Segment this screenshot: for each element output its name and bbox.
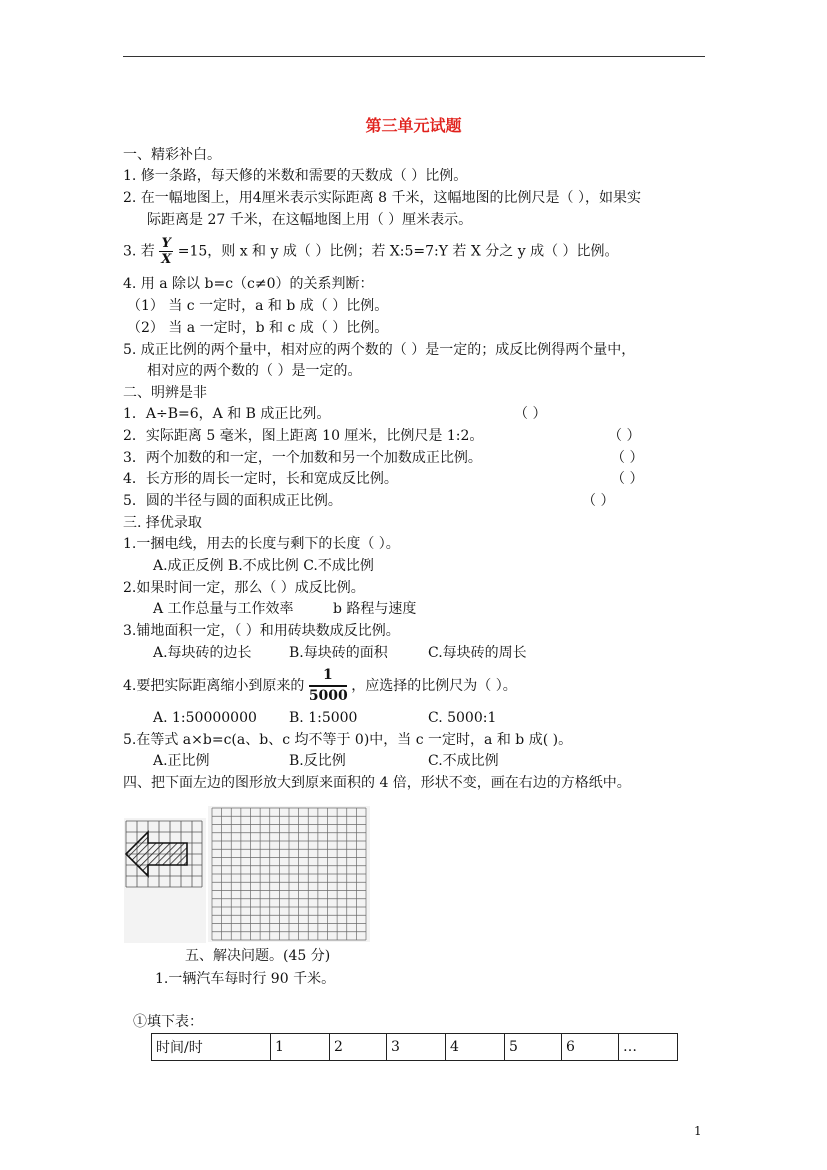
answer-table	[151, 1033, 678, 1061]
table-cell[interactable]: …	[619, 1034, 678, 1061]
fraction-denominator: X	[161, 252, 172, 267]
tf-item-2: 2．实际距离 5 毫米，图上距离 10 厘米，比例尺是 1:2。	[123, 428, 484, 444]
tf-item-1: 1．A÷B=6，A 和 B 成正比列。	[123, 406, 331, 422]
choice-3-option-a: A.每块砖的边长	[153, 645, 252, 661]
question-1-3-rest: =15，则 x 和 y 成（ ）比例；若 X:5=7:Y 若 X 分之 y 成（ ）比例。	[177, 243, 619, 260]
choice-5: 5.在等式 a×b=c(a、b、c 均不等于 0)中，当 c 一定时，a 和 b 成( )。	[123, 732, 573, 748]
choice-4-option-b: B. 1:5000	[289, 710, 358, 726]
tf-mark-1: （ ）	[514, 406, 547, 422]
question-1-4-part2: （2） 当 a 一定时，b 和 c 成（ ）比例。	[127, 320, 389, 336]
choice-4	[123, 666, 517, 706]
fraction-y-over-x	[159, 236, 173, 267]
fraction-denominator: 5000	[308, 687, 348, 704]
fraction-1-over-5000	[309, 667, 347, 705]
tf-mark-3: （ ）	[611, 450, 644, 466]
section-5-heading: 五、解决问题。(45 分)	[185, 948, 331, 964]
fraction-numerator: Y	[161, 236, 171, 251]
section-4-heading: 四、把下面左边的图形放大到原来面积的 4 倍，形状不变，画在右边的方格纸中。	[123, 775, 631, 791]
choice-1: 1.一捆电线，用去的长度与剩下的长度（ ）。	[123, 536, 400, 552]
choice-4-suffix: ，应选择的比例尺为（ ）。	[351, 678, 517, 694]
choice-5-option-c: C.不成比例	[428, 753, 499, 769]
grid-paper[interactable]	[208, 806, 370, 942]
tf-item-5: 5．圆的半径与圆的面积成正比例。	[123, 493, 342, 509]
section-3-heading: 三. 择优录取	[123, 515, 202, 531]
table-cell[interactable]: 6	[562, 1034, 619, 1061]
choice-2: 2.如果时间一定，那么（ ）成反比例。	[123, 580, 365, 596]
choice-4-prefix: 4.要把实际距离缩小到原来的	[123, 678, 305, 694]
question-1-5-line2: 相对应的两个数的（ ）是一定的。	[147, 363, 362, 379]
fraction-bar	[309, 685, 347, 687]
tf-mark-2: （ ）	[608, 428, 641, 444]
fraction-numerator: 1	[322, 667, 333, 684]
table-cell[interactable]: 2	[330, 1034, 387, 1061]
choice-4-option-a: A. 1:50000000	[153, 710, 257, 726]
choice-3-option-c: C.每块砖的周长	[428, 645, 527, 661]
arrow-figure	[124, 818, 206, 943]
question-1-4: 4. 用 a 除以 b=c（c≠0）的关系判断：	[123, 276, 374, 292]
question-1-2-line1: 2. 在一幅地图上，用4厘米表示实际距离 8 千米，这幅地图的比例尺是（ ），如果实	[123, 190, 641, 206]
tf-item-4: 4．长方形的周长一定时，长和宽成反比例。	[123, 471, 398, 487]
problem-1: 1.一辆汽车每时行 90 千米。	[155, 971, 336, 987]
choice-1-options: A.成正反例 B.不成比例 C.不成比例	[153, 558, 374, 574]
question-1-3-prefix: 3. 若	[123, 243, 155, 260]
section-2-heading: 二、明辨是非	[123, 385, 207, 401]
table-cell[interactable]: 4	[446, 1034, 505, 1061]
table-cell[interactable]: 1	[271, 1034, 330, 1061]
choice-5-option-a: A.正比例	[153, 753, 210, 769]
choice-4-option-c: C. 5000:1	[428, 710, 497, 726]
page-number: 1	[694, 1124, 702, 1138]
choice-2-option-b: b 路程与速度	[333, 601, 417, 617]
question-1-1: 1. 修一条路，每天修的米数和需要的天数成（ ）比例。	[123, 168, 468, 184]
choice-2-option-a: A 工作总量与工作效率	[153, 601, 294, 617]
tf-mark-4: （ ）	[611, 471, 644, 487]
table-cell[interactable]: 3	[387, 1034, 446, 1061]
tf-mark-5: （ ）	[582, 493, 615, 509]
table-cell[interactable]: 5	[505, 1034, 562, 1061]
question-1-4-part1: （1） 当 c 一定时，a 和 b 成（ ）比例。	[127, 298, 389, 314]
problem-1-sub1: ①填下表：	[133, 1014, 203, 1030]
page-title: 第三单元试题	[365, 116, 462, 135]
question-1-2-line2: 际距离是 27 千米，在这幅地图上用（ ）厘米表示。	[147, 212, 473, 228]
choice-3-option-b: B.每块砖的面积	[289, 645, 388, 661]
choice-5-option-b: B.反比例	[289, 753, 346, 769]
question-1-3	[123, 236, 619, 267]
choice-3: 3.铺地面积一定，（ ）和用砖块数成反比例。	[123, 623, 400, 639]
figure-background	[124, 818, 206, 943]
tf-item-3: 3．两个加数的和一定，一个加数和另一个加数成正比例。	[123, 450, 482, 466]
question-1-5-line1: 5. 成正比例的两个量中，相对应的两个数的（ ）是一定的；成反比例得两个量中，	[123, 342, 636, 358]
table-header-cell: 时间/时	[152, 1034, 271, 1061]
table-row	[152, 1034, 678, 1061]
section-1-heading: 一、精彩补白。	[123, 147, 221, 163]
header-rule	[123, 56, 705, 57]
